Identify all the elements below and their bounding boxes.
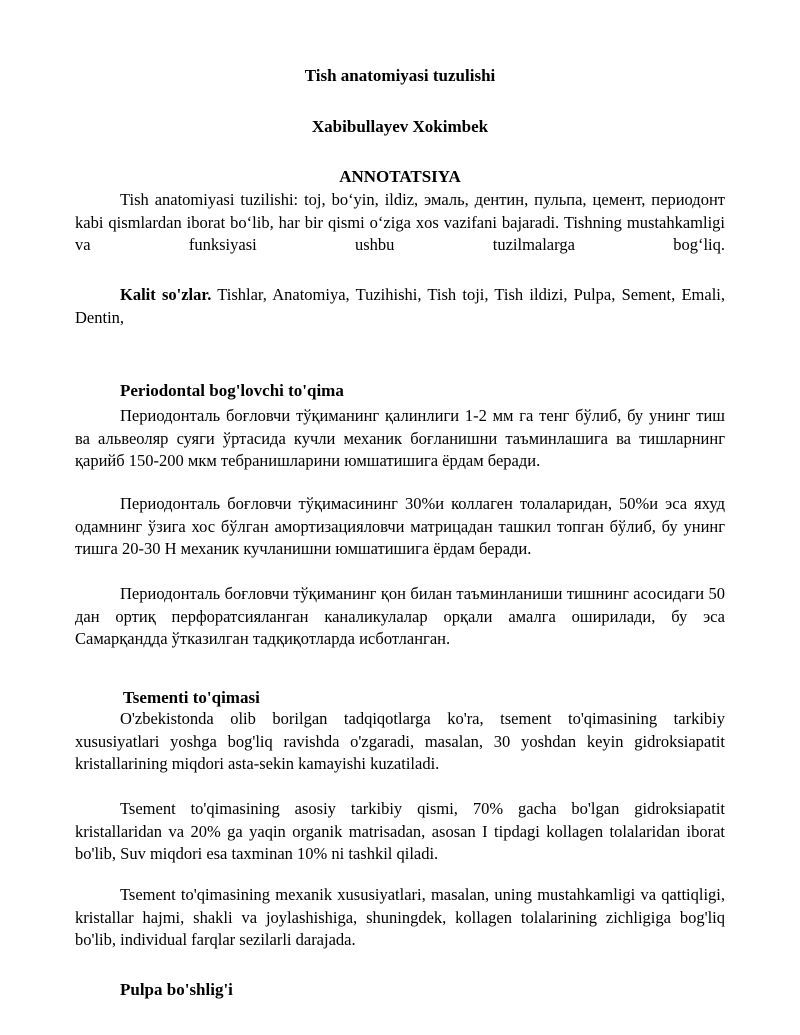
annotation-text: Tish anatomiyasi tuzilishi: toj, bo‘yin, ildiz, эмаль, дентин, пульпа, цемент, периодонт kabi qismlardan iborat bo‘lib, har bir qismi o‘ziga xos vazifani bajaradi. Tishning mustahkamligi va funksiyasi ushbu tuzilmalarga bog‘liq. [75,190,725,254]
tsement-paragraph-3: Tsement to'qimasining mexanik xususiyatlari, masalan, uning mustahkamligi va qattiqligi, kristallar hajmi, shakli va joylashishiga, shuningdek, kollagen tolalarining zichligiga bog'liq bo'lib, individual farqlar sezilarli darajada. [75,885,725,949]
tsement-paragraph-1: O'zbekistonda olib borilgan tadqiqotlarga ko'ra, tsement to'qimasining tarkibiy xususiyatlari yoshga bog'liq ravishda o'zgaradi, masalan, 30 yoshdan keyin gidroksiapatit kristallarining miqdori asta-sekin kamayishi kuzatiladi. [75,709,725,773]
tsement-paragraph-2: Tsement to'qimasining asosiy tarkibiy qismi, 70% gacha bo'lgan gidroksiapatit kristallaridan va 20% ga yaqin organik matrisadan, asosan I tipdagi kollagen tolalaridan iborat bo'lib, Suv miqdori esa taxminan 10% ni tashkil qiladi. [75,799,725,863]
document-title: Tish anatomiyasi tuzulishi [304,66,496,85]
keywords-text: Tishlar, Anatomiya, Tuzihishi, Tish toji, Tish ildizi, Pulpa, Sement, Emali, Dentin, [75,285,725,327]
periodontal-paragraph-2: Периодонталь боғловчи тўқимасининг 30%и коллаген толаларидан, 50%и эса яхуд одамнинг ўзига хос бўлган амортизацияловчи матрицадан ташкил топган бўлиб, бу унинг тишга 20-30 Н механик кучланишни юмшатишига ёрдам беради. [75,494,725,558]
section-heading-pulpa: Pulpa bo'shlig'i [120,980,233,999]
periodontal-paragraph-1: Периодонталь боғловчи тўқиманинг қалинлиги 1-2 мм га тенг бўлиб, бу унинг тиш ва альвеоляр суяги ўртасида кучли механик боғланишни таъминлашига ва тишларнинг қарийб 150-200 мкм тебранишларини юмшатишига ёрдам беради. [75,406,725,470]
annotation-heading: ANNOTATSIYA [339,167,461,186]
section-heading-periodontal: Periodontal bog'lovchi to'qima [120,381,344,400]
author-name: Xabibullayev Xokimbek [311,117,489,136]
section-heading-tsement: Tsementi to'qimasi [123,688,260,707]
keywords-label: Kalit so'zlar. [120,285,212,304]
keywords-paragraph [75,284,725,329]
periodontal-paragraph-3: Периодонталь боғловчи тўқиманинг қон билан таъминланиши тишнинг асосидаги 50 дан ортиқ перфоратсияланган каналикулалар орқали амалга оширилади, бу эса Самарқандда ўтказилган тадқиқотларда исботланган. [75,584,725,648]
